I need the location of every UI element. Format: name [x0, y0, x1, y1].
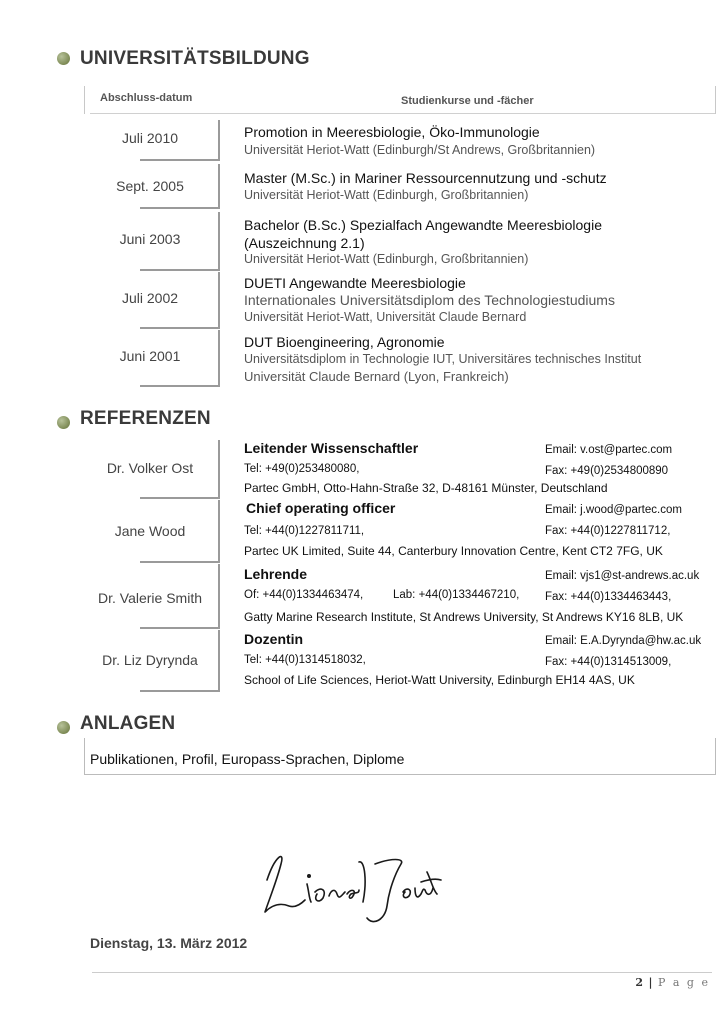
row-divider: [218, 120, 220, 160]
page-number-footer: [635, 976, 710, 989]
reference-address: Partec GmbH, Otto-Hahn-Straße 32, D-48161 Münster, Deutschland: [244, 481, 608, 495]
reference-role: Chief operating officer: [246, 500, 396, 516]
education-degree: DUT Bioengineering, Agronomie: [244, 334, 445, 350]
row-divider: [140, 627, 220, 629]
reference-role: Dozentin: [244, 631, 304, 647]
section-bullet-icon: [57, 416, 70, 429]
education-section-title: UNIVERSITÄTSBILDUNG: [80, 48, 310, 69]
row-divider: [218, 440, 220, 498]
education-degree: Promotion in Meeresbiologie, Öko-Immunologie: [244, 124, 540, 140]
section-bullet-icon: [57, 721, 70, 734]
courses-column-header: Studienkurse und -fächer: [401, 95, 534, 107]
reference-role: Leitender Wissenschaftler: [244, 440, 419, 456]
education-institution: Universität Heriot-Watt (Edinburgh, Großbritannien): [244, 252, 529, 266]
education-date: Juli 2010: [121, 130, 179, 146]
reference-fax: Fax: +44(0)1227811712,: [545, 525, 671, 537]
reference-fax: Fax: +49(0)2534800890: [545, 465, 669, 477]
page-separator: |: [648, 976, 653, 989]
reference-email[interactable]: Email: j.wood@partec.com: [545, 504, 682, 516]
reference-address: Gatty Marine Research Institute, St Andrews University, St Andrews KY16 8LB, UK: [244, 610, 684, 624]
education-institution: Universität Heriot-Watt (Edinburgh/St Andrews, Großbritannien): [244, 143, 596, 157]
education-date: Juli 2002: [121, 290, 179, 306]
reference-address: School of Life Sciences, Heriot-Watt University, Edinburgh EH14 4AS, UK: [244, 673, 635, 687]
date-column-header: Abschluss-datum: [100, 92, 193, 104]
row-divider: [218, 212, 220, 270]
row-divider: [218, 564, 220, 628]
reference-fax: Fax: +44(0)1334463443,: [545, 591, 672, 603]
reference-lab-phone: Lab: +44(0)1334467210,: [393, 589, 520, 601]
reference-address: Partec UK Limited, Suite 44, Canterbury Innovation Centre, Kent CT2 7FG, UK: [244, 544, 663, 558]
row-divider: [140, 159, 220, 161]
education-degree: Master (M.Sc.) in Mariner Ressourcennutzung und -schutz: [244, 170, 607, 186]
reference-name: Jane Wood: [114, 523, 186, 539]
signature-image: [255, 840, 445, 932]
attachments-section-title: ANLAGEN: [80, 713, 176, 734]
page-number: 2: [635, 976, 643, 989]
education-date: Juni 2003: [119, 231, 181, 247]
row-divider: [140, 561, 220, 563]
row-divider: [218, 164, 220, 208]
header-left-border: [84, 86, 85, 114]
row-divider: [218, 630, 220, 692]
reference-email[interactable]: Email: E.A.Dyrynda@hw.ac.uk: [545, 635, 702, 647]
reference-phone: Tel: +49(0)253480080,: [244, 463, 360, 475]
education-institution: Universität Heriot-Watt (Edinburgh, Großbritannien): [244, 188, 529, 202]
reference-email[interactable]: Email: vjs1@st-andrews.ac.uk: [545, 570, 700, 582]
reference-name: Dr. Volker Ost: [106, 460, 194, 476]
row-divider: [140, 207, 220, 209]
row-divider: [140, 269, 220, 271]
education-degree: Bachelor (B.Sc.) Spezialfach Angewandte Meeresbiologie: [244, 217, 602, 233]
reference-office-phone: Of: +44(0)1334463474,: [244, 589, 364, 601]
education-institution: Universität Heriot-Watt, Universität Claude Bernard: [244, 310, 527, 324]
education-institution: Universität Claude Bernard (Lyon, Frankreich): [244, 369, 509, 384]
section-bullet-icon: [57, 52, 70, 65]
education-date: Juni 2001: [119, 348, 181, 364]
education-date: Sept. 2005: [116, 178, 184, 194]
education-degree-detail: Internationales Universitätsdiplom des Technologiestudiums: [244, 292, 615, 308]
reference-email[interactable]: Email: v.ost@partec.com: [545, 444, 673, 456]
reference-role: Lehrende: [244, 566, 308, 582]
footer-divider: [92, 972, 712, 973]
row-divider: [140, 327, 220, 329]
header-right-border: [715, 86, 716, 114]
reference-name: Dr. Liz Dyrynda: [102, 652, 198, 668]
education-degree-detail: Universitätsdiplom in Technologie IUT, Universitäres technisches Institut: [244, 352, 642, 366]
row-divider: [140, 690, 220, 692]
row-divider: [140, 497, 220, 499]
row-divider: [218, 330, 220, 386]
row-divider: [140, 385, 220, 387]
attachments-list: Publikationen, Profil, Europass-Sprachen, Diplome: [90, 751, 405, 767]
row-divider: [218, 500, 220, 562]
header-divider: [90, 113, 715, 114]
education-degree: DUETI Angewandte Meeresbiologie: [244, 275, 466, 291]
reference-phone: Tel: +44(0)1314518032,: [244, 654, 366, 666]
row-divider: [218, 272, 220, 328]
reference-phone: Tel: +44(0)1227811711,: [244, 525, 365, 537]
reference-name: Dr. Valerie Smith: [98, 590, 202, 606]
document-date: Dienstag, 13. März 2012: [90, 935, 248, 951]
page-label: P a g e: [657, 976, 710, 989]
reference-fax: Fax: +44(0)1314513009,: [545, 656, 672, 668]
education-degree-note: (Auszeichnung 2.1): [244, 235, 365, 251]
references-section-title: REFERENZEN: [80, 408, 211, 429]
